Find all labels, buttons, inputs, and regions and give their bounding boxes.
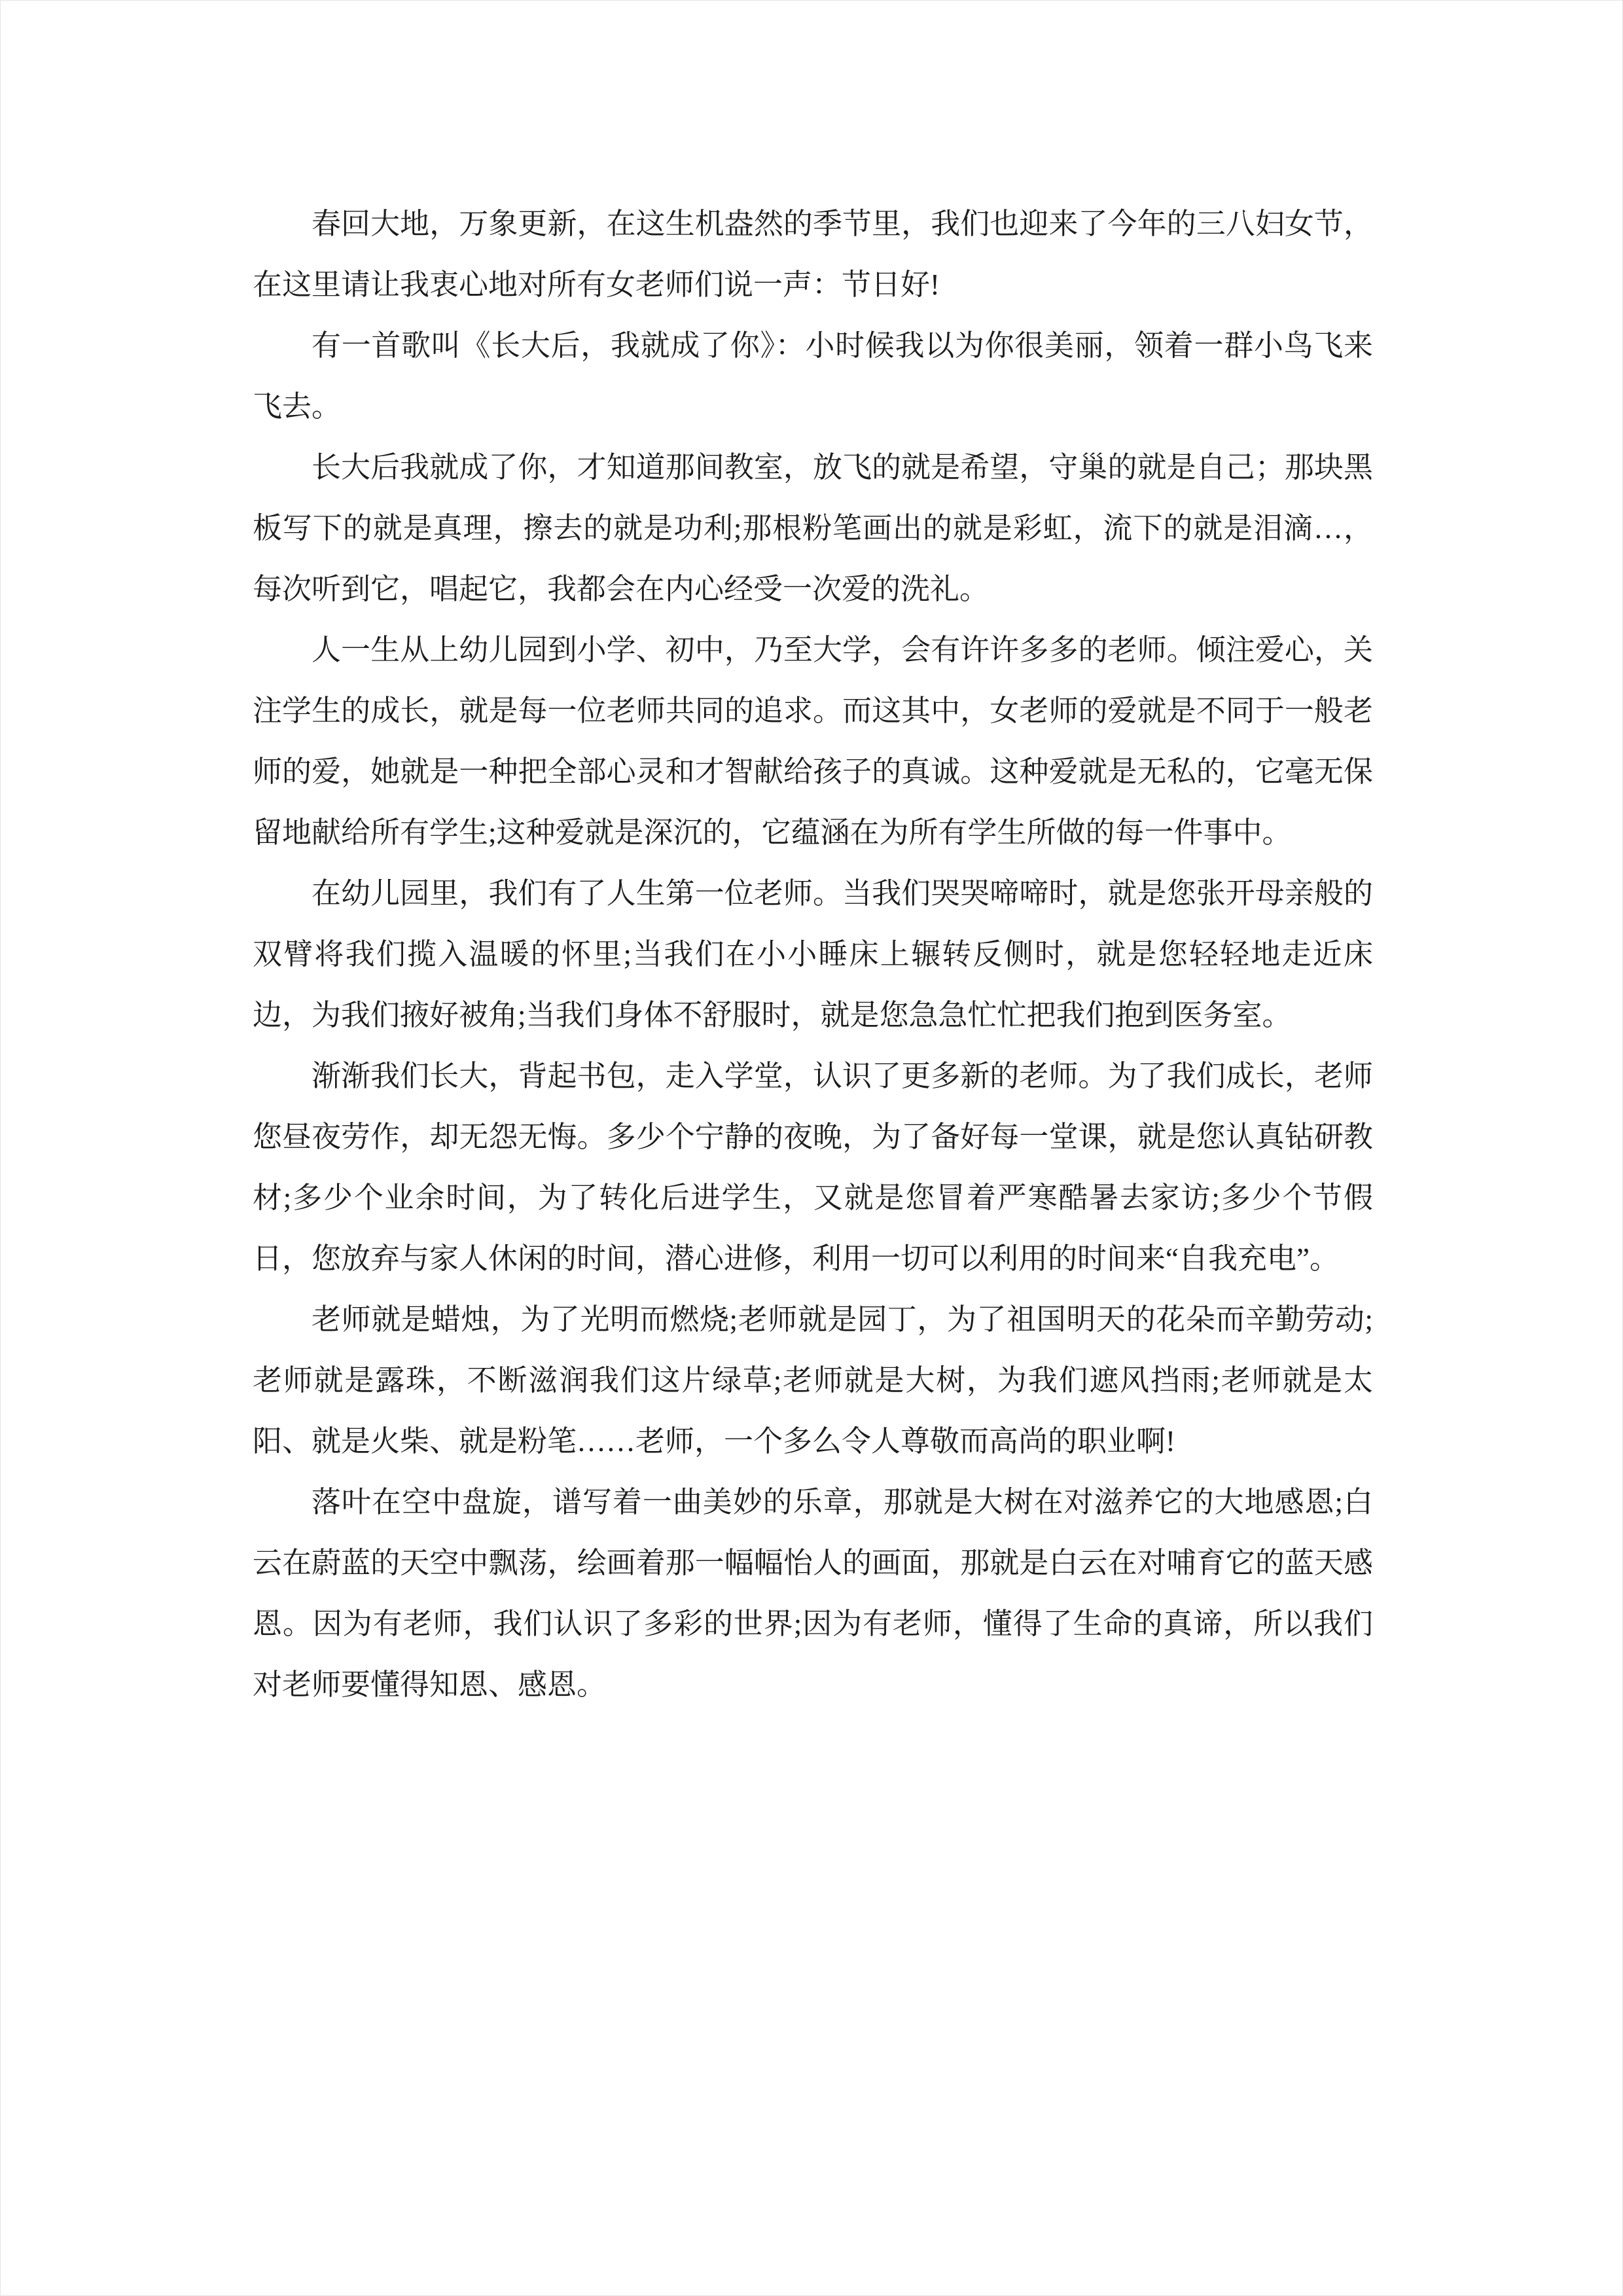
paragraph: 老师就是蜡烛，为了光明而燃烧;老师就是园丁，为了祖国明天的花朵而辛勤劳动;老师就是露珠，不断滋润我们这片绿草;老师就是大树，为我们遮风挡雨;老师就是太阳、就是火柴、就是粉笔……老师，一个多么令人尊敬而高尚的职业啊! — [253, 1303, 1373, 1458]
document-body — [253, 194, 1373, 1715]
paragraph: 有一首歌叫《长大后，我就成了你》：小时候我以为你很美丽，领着一群小鸟飞来飞去。 — [253, 329, 1373, 423]
paragraph: 春回大地，万象更新，在这生机盎然的季节里，我们也迎来了今年的三八妇女节，在这里请让我衷心地对所有女老师们说一声：节日好! — [253, 207, 1373, 301]
paragraph: 在幼儿园里，我们有了人生第一位老师。当我们哭哭啼啼时，就是您张开母亲般的双臂将我们揽入温暖的怀里;当我们在小小睡床上辗转反侧时，就是您轻轻地走近床边，为我们掖好被角;当我们身体不舒服时，就是您急急忙忙把我们抱到医务室。 — [253, 877, 1373, 1031]
paragraph: 长大后我就成了你，才知道那间教室，放飞的就是希望，守巢的就是自己；那块黑板写下的就是真理，擦去的就是功利;那根粉笔画出的就是彩虹，流下的就是泪滴…，每次听到它，唱起它，我都会在内心经受一次爱的洗礼。 — [253, 451, 1373, 605]
paragraph: 渐渐我们长大，背起书包，走入学堂，认识了更多新的老师。为了我们成长，老师您昼夜劳作，却无怨无悔。多少个宁静的夜晚，为了备好每一堂课，就是您认真钻研教材;多少个业余时间，为了转化后进学生，又就是您冒着严寒酷暑去家访;多少个节假日，您放弃与家人休闲的时间，潜心进修，利用一切可以利用的时间来“自我充电”。 — [253, 1060, 1373, 1275]
paragraph: 落叶在空中盘旋，谱写着一曲美妙的乐章，那就是大树在对滋养它的大地感恩;白云在蔚蓝的天空中飘荡，绘画着那一幅幅怡人的画面，那就是白云在对哺育它的蓝天感恩。因为有老师，我们认识了多彩的世界;因为有老师，懂得了生命的真谛，所以我们对老师要懂得知恩、感恩。 — [253, 1486, 1373, 1701]
paragraph: 人一生从上幼儿园到小学、初中，乃至大学，会有许许多多的老师。倾注爱心，关注学生的成长，就是每一位老师共同的追求。而这其中，女老师的爱就是不同于一般老师的爱，她就是一种把全部心灵和才智献给孩子的真诚。这种爱就是无私的，它毫无保留地献给所有学生;这种爱就是深沉的，它蕴涵在为所有学生所做的每一件事中。 — [253, 634, 1373, 849]
